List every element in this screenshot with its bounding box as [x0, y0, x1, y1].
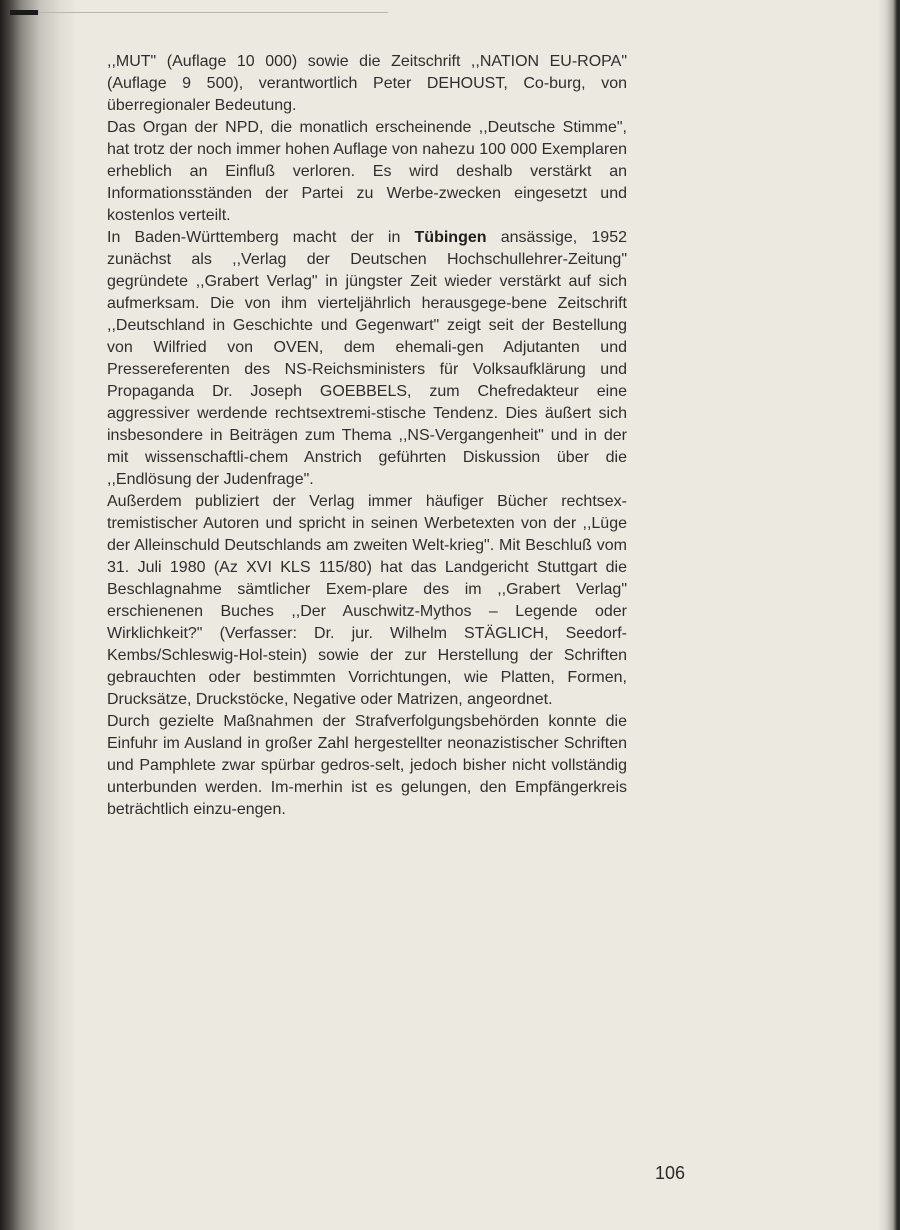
scan-top-line — [38, 12, 388, 13]
bold-place-tuebingen: Tübingen — [414, 229, 487, 246]
scan-edge-mark — [10, 10, 38, 15]
paragraph-strafverfolgung: Durch gezielte Maßnahmen der Strafverfolgungsbehörden konnte die Einfuhr im Ausland in großer Zahl hergestellter neonazistischer Schriften und Pamphlete zwar spürbar gedros-selt, jedoch bisher nicht vollständig unterbunden werden. Im-merhin ist es gelungen, den Empfängerkreis beträchtlich einzu-engen. — [107, 713, 627, 818]
page-right-edge — [878, 0, 900, 1230]
book-gutter-shadow — [0, 0, 78, 1230]
page-number: 106 — [655, 1163, 686, 1183]
body-text — [107, 51, 627, 821]
paragraph-mut-nation-europa: ,,MUT" (Auflage 10 000) sowie die Zeitschrift ,,NATION EU-ROPA" (Auflage 9 500), verantwortlich Peter DEHOUST, Co-burg, von überregionaler Bedeutung. — [107, 53, 627, 114]
paragraph-beschlagnahme: Außerdem publiziert der Verlag immer häufiger Bücher rechtsex-tremistischer Autoren und spricht in seinen Werbetexten von der ,,Lüge der Alleinschuld Deutschlands am zweiten Welt-krieg". Mit Beschluß vom 31. Juli 1980 (Az XVI KLS 115/80) hat das Landgericht Stuttgart die Beschlagnahme sämtlicher Exem-plare des im ,,Grabert Verlag" erschienenen Buches ,,Der Auschwitz-Mythos – Legende oder Wirklichkeit?" (Verfasser: Dr. jur. Wilhelm STÄGLICH, Seedorf-Kembs/Schleswig-Hol-stein) sowie der zur Herstellung der Schriften gebrauchten oder bestimmten Vorrichtungen, wie Platten, Formen, Drucksätze, Druckstöcke, Negative oder Matrizen, angeordnet. — [107, 493, 627, 708]
paragraph-text-before-bold: In Baden-Württemberg macht der in — [107, 229, 415, 246]
paragraph-grabert-verlag — [107, 227, 627, 491]
paragraph-text-after-bold: ansässige, 1952 zunächst als ,,Verlag der Deutschen Hochschullehrer-Zeitung" gegründete ,,Grabert Verlag" in jüngster Zeit wieder verstärkt auf sich aufmerksam. Die von ihm vierteljährlich herausgege-bene Zeitschrift ,,Deutschland in Geschichte und Gegenwart" zeigt seit der Bestellung von Wilfried von OVEN, dem ehemali-gen Adjutanten und Pressereferenten des NS-Reichsministers für Volksaufklärung und Propaganda Dr. Joseph GOEBBELS, zum Chefredakteur eine aggressiver werdende rechtsextremi-stische Tendenz. Dies äußert sich insbesondere in Beiträgen zum Thema ,,NS-Vergangenheit" und in der mit wissenschaftli-chem Anstrich geführten Diskussion über die ,,Endlösung der Judenfrage". — [107, 229, 627, 488]
paragraph-deutsche-stimme: Das Organ der NPD, die monatlich erscheinende ,,Deutsche Stimme", hat trotz der noch immer hohen Auflage von nahezu 100 000 Exemplaren erheblich an Einfluß verloren. Es wird deshalb verstärkt an Informationsständen der Partei zu Werbe-zwecken eingesetzt und kostenlos verteilt. — [107, 119, 627, 224]
